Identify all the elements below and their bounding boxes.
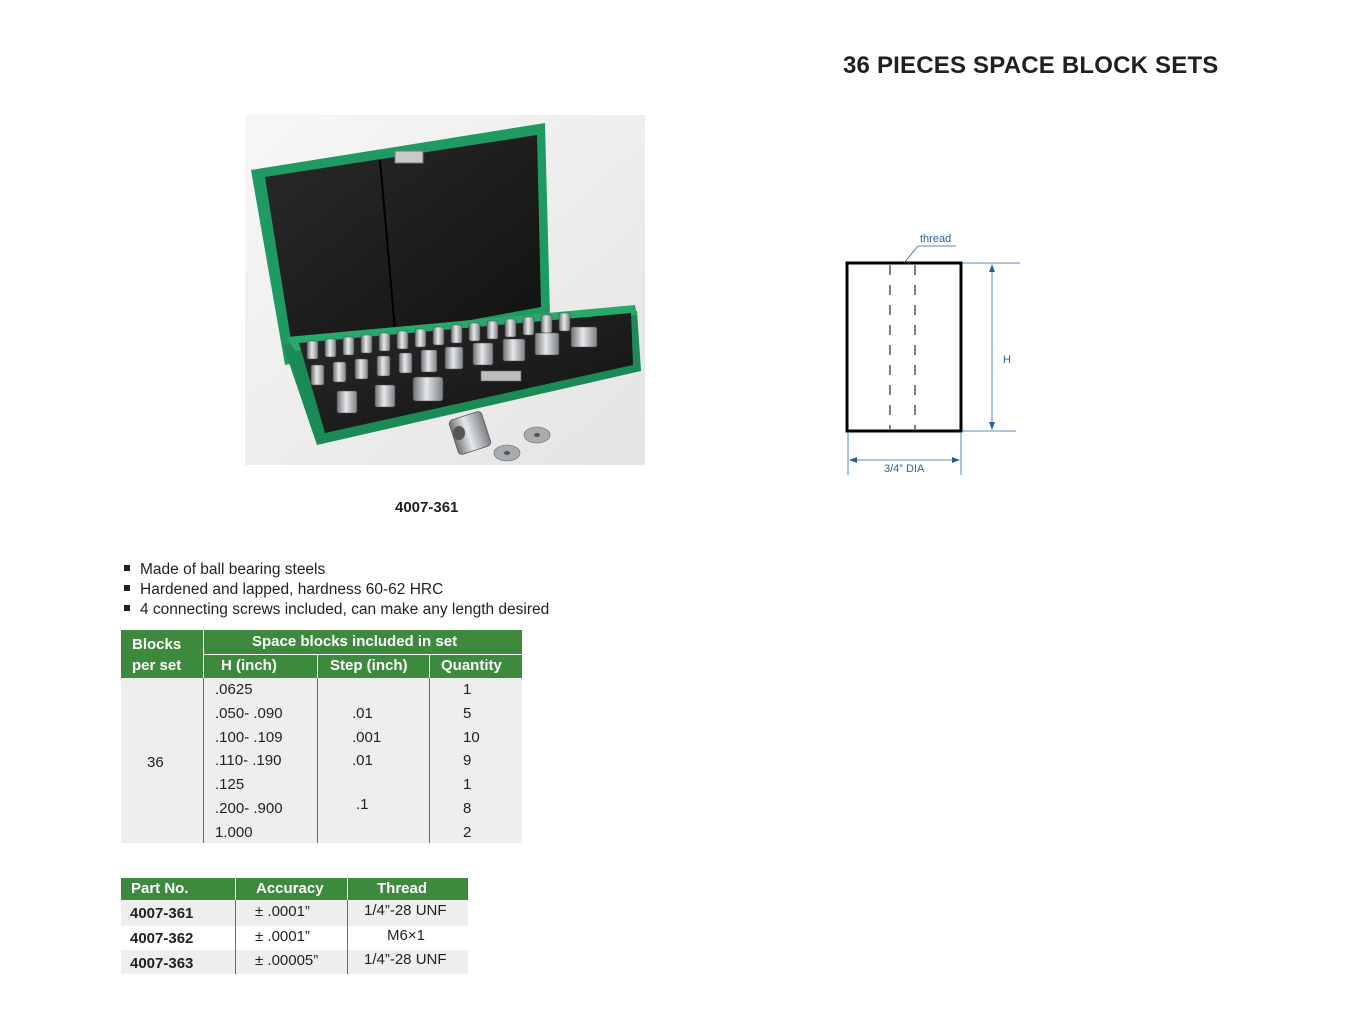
table-cell-qty: 9	[463, 752, 472, 769]
table-cell-h: .125	[215, 776, 245, 793]
table-cell-qty: 1	[463, 776, 472, 793]
table-cell-step: .1	[356, 796, 369, 813]
accuracy-cell: ± .00005”	[255, 952, 319, 969]
group-header: Space blocks included in set	[252, 633, 458, 650]
block-dimension-drawing	[820, 225, 1050, 485]
col-accuracy-header: Accuracy	[256, 880, 324, 897]
thread-cell: 1/4”-28 UNF	[364, 902, 447, 919]
accuracy-cell: ± .0001”	[255, 928, 310, 945]
table-cell-qty: 10	[463, 729, 480, 746]
blocks-per-set-value: 36	[147, 754, 164, 771]
feature-item: Hardened and lapped, hardness 60-62 HRC	[124, 580, 549, 600]
bullet-square-icon	[124, 605, 130, 611]
table-cell-step: .01	[352, 705, 373, 722]
col-quantity-header: Quantity	[441, 657, 502, 674]
space-block-spec-table	[121, 630, 522, 843]
thread-label: thread	[920, 233, 952, 245]
col-h-header: H (inch)	[221, 657, 277, 674]
feature-list	[124, 560, 549, 620]
part-number-cell: 4007-362	[130, 930, 194, 947]
table-cell-h: .200- .900	[215, 800, 283, 817]
col-blocks-header-line2: per set	[132, 657, 182, 674]
table-cell-step: .001	[352, 729, 382, 746]
part-number-table	[121, 878, 468, 974]
table-cell-step: .01	[352, 752, 373, 769]
height-label: H	[1003, 354, 1011, 366]
part-number-cell: 4007-363	[130, 955, 194, 972]
diameter-label: 3/4” DIA	[884, 463, 925, 475]
table-cell-qty: 5	[463, 705, 472, 722]
table-cell-h: .0625	[215, 681, 253, 698]
product-photo	[245, 115, 645, 465]
col-thread-header: Thread	[377, 880, 428, 897]
col-step-header: Step (inch)	[330, 657, 408, 674]
feature-item: 4 connecting screws included, can make any length desired	[124, 600, 549, 620]
table-cell-qty: 8	[463, 800, 472, 817]
bullet-square-icon	[124, 585, 130, 591]
part-number-cell: 4007-361	[130, 905, 194, 922]
col-blocks-header: Blocks	[132, 636, 182, 653]
feature-item: Made of ball bearing steels	[124, 560, 549, 580]
thread-cell: M6×1	[387, 927, 425, 944]
product-model-caption: 4007-361	[395, 499, 459, 516]
table-cell-qty: 2	[463, 824, 472, 841]
table-cell-h: .050- .090	[215, 705, 283, 722]
table-cell-h: .110- .190	[215, 752, 282, 769]
bullet-square-icon	[124, 565, 130, 571]
table-cell-h: .100- .109	[215, 729, 283, 746]
thread-cell: 1/4”-28 UNF	[364, 951, 447, 968]
col-part-header: Part No.	[131, 880, 189, 897]
page-title: 36 PIECES SPACE BLOCK SETS	[843, 52, 1219, 79]
table-cell-qty: 1	[463, 681, 472, 698]
table-cell-h: 1.000	[215, 824, 253, 841]
accuracy-cell: ± .0001”	[255, 903, 310, 920]
